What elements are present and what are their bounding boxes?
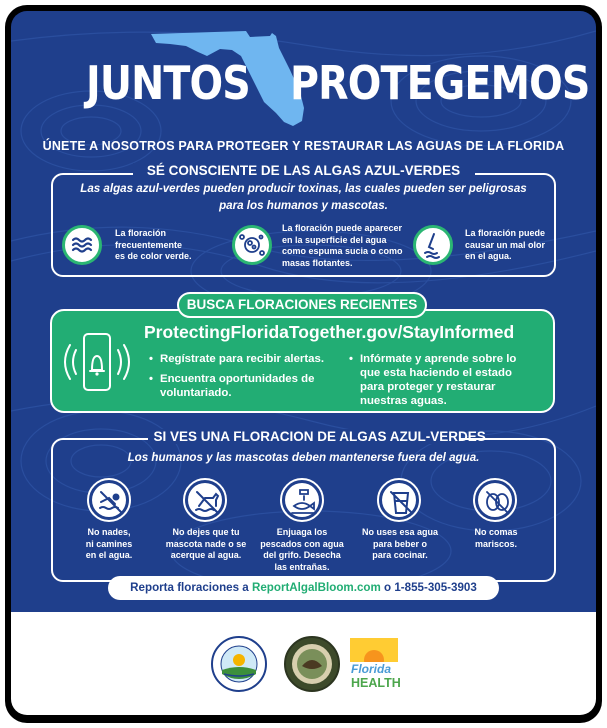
action-no-shellfish: No comas mariscos. — [474, 527, 518, 549]
recent-blooms-title: BUSCA FLORACIONES RECIENTES — [177, 292, 427, 318]
phone-alert-icon — [62, 330, 132, 398]
rinse-fish-icon — [280, 478, 324, 522]
fact-odor: La floración puede causar un mal olor en el agua. — [465, 228, 546, 261]
action-no-swim: No nades, ni camines en el agua. — [85, 527, 133, 560]
action-no-drink: No uses esa agua para beber o para cocinar. — [361, 527, 439, 560]
title-protegemos: PROTEGEMOS — [290, 56, 590, 110]
report-bar: Reporta floraciones a ReportAlgalBloom.com o 1-855-305-3903 — [108, 576, 499, 600]
fact-color: La floración frecuentemente es de color verde. — [115, 228, 192, 261]
nose-smell-icon — [413, 225, 453, 265]
awareness-intro-line1: Las algas azul-verdes pueden producir toxinas, las cuales pueden ser peligrosas — [80, 182, 527, 195]
dep-seal-logo — [211, 636, 267, 692]
bullet-volunteer: • Encuentra oportunidades de voluntariado. — [149, 373, 315, 399]
awareness-intro-line2: para los humanos y mascotas. — [219, 199, 388, 212]
report-site-link[interactable]: ReportAlgalBloom.com — [251, 581, 381, 594]
title-juntos: JUNTOS — [86, 56, 250, 110]
no-pets-icon — [183, 478, 227, 522]
subtitle: ÚNETE A NOSOTROS PARA PROTEGER Y RESTAURAR LAS AGUAS DE LA FLORIDA — [42, 139, 565, 153]
florida-health-logo: Florida HEALTH — [350, 638, 398, 692]
bullet-learn: • Infórmate y aprende sobre lo que esta haciendo el estado para proteger y restaurar nuestras aguas. — [349, 353, 517, 407]
no-drinking-icon — [377, 478, 421, 522]
action-no-pets: No dejes que tu mascota nade o se acerque al agua. — [165, 527, 247, 560]
if-seen-title: SI VES UNA FLORACION DE ALGAS AZUL-VERDES — [148, 429, 460, 444]
if-seen-intro: Los humanos y las mascotas deben mantenerse fuera del agua. — [127, 451, 480, 464]
stay-informed-link[interactable]: ProtectingFloridaTogether.gov/StayInformed — [144, 322, 515, 342]
no-swimming-icon — [87, 478, 131, 522]
algae-cells-icon — [232, 225, 272, 265]
waves-icon — [62, 225, 102, 265]
fwc-seal-logo — [284, 636, 340, 692]
report-phone[interactable]: 1-855-305-3903 — [394, 581, 477, 594]
health-sun-icon — [350, 638, 398, 662]
fact-surface: La floración puede aparecer en la superficie del agua como espuma sucia o como masas flotantes. — [282, 223, 403, 268]
awareness-title: SÉ CONSCIENTE DE LAS ALGAS AZUL-VERDES — [133, 163, 475, 178]
action-rinse-fish: Enjuaga los pescados con agua del grifo. Desecha las entrañas. — [260, 527, 344, 572]
bullet-alerts: • Regístrate para recibir alertas. — [149, 353, 324, 365]
no-shellfish-icon — [473, 478, 517, 522]
